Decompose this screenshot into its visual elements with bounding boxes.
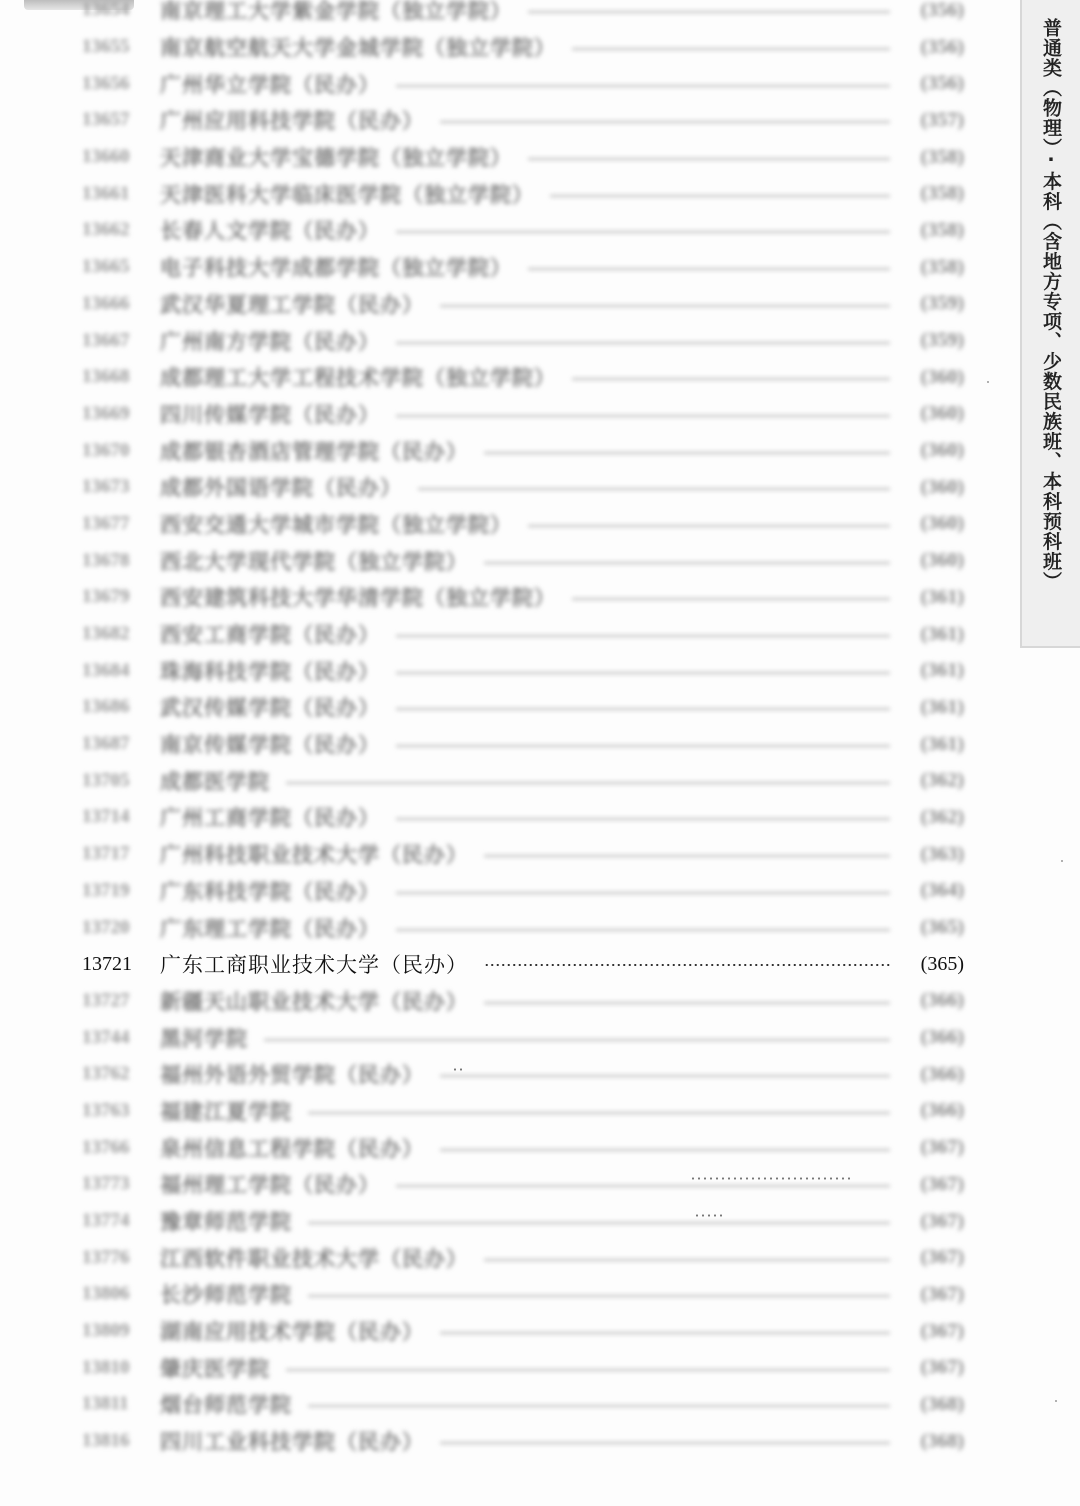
school-code: 13660 [82,146,130,168]
leader-line [528,525,890,527]
toc-entry [82,249,964,286]
toc-entry [82,983,964,1020]
leader-line [528,268,890,270]
toc-entry [82,1093,964,1130]
toc-entry [82,873,964,910]
page-number: (359) [920,329,964,352]
toc-entry [82,432,964,469]
school-name: 四川传媒学院（民办） [160,402,380,427]
school-name: 武汉传媒学院（民办） [160,696,380,721]
toc-entry [82,506,964,543]
paper-speck [1061,860,1063,862]
toc-entry [82,322,964,359]
leader-line [572,378,890,380]
school-code: 13667 [82,329,130,351]
school-name: 成都银杏酒店管理学院（民办） [160,439,468,464]
page-number: (365) [920,952,964,975]
school-code: 13682 [82,623,130,645]
school-name: 烟台师范学院 [160,1393,292,1418]
page-number: (368) [920,1429,964,1452]
school-name: 广东理工学院（民办） [160,916,380,941]
toc-entry [82,689,964,726]
stray-leader-dots [690,1177,850,1180]
toc-entry [82,359,964,396]
school-code: 13811 [82,1393,129,1415]
school-code: 13727 [82,989,130,1011]
page-number: (360) [920,475,964,498]
toc-entry [82,396,964,433]
page-number: (358) [920,145,964,168]
leader-line [484,562,890,564]
page-number: (367) [920,1209,964,1232]
leader-line [396,415,890,417]
page-number: (360) [920,512,964,535]
school-code: 13714 [82,806,130,828]
toc-entry [82,542,964,579]
leader-line [484,452,890,454]
leader-line [484,1259,890,1261]
table-of-contents [82,0,964,1460]
page-number: (361) [920,659,964,682]
leader-line [528,158,890,160]
school-code: 13679 [82,586,130,608]
page-number: (356) [920,0,964,21]
page-number: (367) [920,1282,964,1305]
toc-entry [82,909,964,946]
section-side-tab-label: 普通类（物理）·本科（含地方专项、少数民族班、本科预科班） [1040,18,1062,592]
leader-line [396,672,890,674]
school-code: 13657 [82,109,130,131]
school-name: 新疆天山职业技术大学（民办） [160,989,468,1014]
paper-speck [1055,1400,1057,1402]
page-number: (359) [920,292,964,315]
leader-line [440,1332,890,1334]
page-number: (361) [920,622,964,645]
page-number: (356) [920,35,964,58]
leader-line [396,1185,890,1187]
school-code: 13719 [82,879,130,901]
leader-line [264,1039,890,1041]
page-number: (356) [920,72,964,95]
page-number: (366) [920,1099,964,1122]
school-name: 广东工商职业技术大学（民办） [160,953,468,978]
stray-leader-dots [452,1068,466,1071]
page-number: (360) [920,439,964,462]
school-name: 电子科技大学成都学院（独立学院） [160,256,512,281]
toc-entry [82,762,964,799]
school-name: 湖南应用技术学院（民办） [160,1320,424,1345]
school-code: 13687 [82,733,130,755]
school-code: 13677 [82,512,130,534]
leader-line [572,598,890,600]
leader-line [286,1369,890,1371]
school-name: 珠海科技学院（民办） [160,659,380,684]
toc-entry [82,469,964,506]
school-name: 成都理工大学工程技术学院（独立学院） [160,366,556,391]
leader-line [396,892,890,894]
leader-line [396,342,890,344]
page-number: (367) [920,1319,964,1342]
toc-entry [82,1056,964,1093]
page-number: (357) [920,108,964,131]
leader-line [484,855,890,857]
school-name: 广州南方学院（民办） [160,329,380,354]
page-number: (367) [920,1136,964,1159]
toc-entry [82,0,964,29]
leader-line [528,11,890,13]
school-code: 13661 [82,182,130,204]
page-number: (360) [920,549,964,572]
page-number: (367) [920,1246,964,1269]
school-code: 13654 [82,0,130,21]
toc-entry [82,616,964,653]
toc-entry [82,1203,964,1240]
toc-entry [82,1019,964,1056]
school-name: 豫章师范学院 [160,1210,292,1235]
toc-entry [82,1276,964,1313]
page-number: (367) [920,1356,964,1379]
leader-line [396,231,890,233]
school-code: 13720 [82,916,130,938]
page-number: (362) [920,769,964,792]
leader-line [396,745,890,747]
school-code: 13809 [82,1320,130,1342]
school-code: 13656 [82,72,130,94]
toc-entry [82,175,964,212]
school-name: 广东科技学院（民办） [160,879,380,904]
school-code: 13669 [82,402,130,424]
page-number: (358) [920,255,964,278]
school-code: 13763 [82,1099,130,1121]
school-code: 13721 [82,952,132,975]
page-number: (366) [920,989,964,1012]
page-number: (365) [920,916,964,939]
school-name: 南京传媒学院（民办） [160,733,380,758]
school-code: 13665 [82,256,130,278]
school-name: 江西软件职业技术大学（民办） [160,1246,468,1271]
school-code: 13662 [82,219,130,241]
school-name: 长沙师范学院 [160,1283,292,1308]
page-number: (366) [920,1026,964,1049]
school-name: 广州工商学院（民办） [160,806,380,831]
school-name: 广州应用科技学院（民办） [160,109,424,134]
toc-entry [82,1386,964,1423]
school-code: 13666 [82,292,130,314]
leader-line [440,1075,890,1077]
school-code: 13744 [82,1026,130,1048]
leader-line [396,85,890,87]
school-name: 四川工业科技学院（民办） [160,1430,424,1455]
school-code: 13776 [82,1246,130,1268]
page-number: (361) [920,585,964,608]
page-number: (364) [920,879,964,902]
school-name: 西安交通大学城市学院（独立学院） [160,512,512,537]
leader-line [396,929,890,931]
toc-entry [82,726,964,763]
school-name: 福州外语外贸学院（民办） [160,1063,424,1088]
toc-entry [82,1166,964,1203]
leader-line [484,1002,890,1004]
school-name: 南京航空航天大学金城学院（独立学院） [160,36,556,61]
leader-line [440,305,890,307]
toc-entry [82,102,964,139]
leader-line [308,1112,890,1114]
toc-entry [82,652,964,689]
toc-entry [82,836,964,873]
school-name: 肇庆医学院 [160,1356,270,1381]
page-number: (363) [920,842,964,865]
toc-entry [82,1423,964,1460]
school-name: 武汉华夏理工学院（民办） [160,292,424,317]
toc-entry [82,579,964,616]
page-number: (360) [920,402,964,425]
leader-line [418,488,890,490]
school-code: 13670 [82,439,130,461]
leader-line [440,121,890,123]
toc-entry [82,1349,964,1386]
school-code: 13673 [82,476,130,498]
toc-entry [82,1129,964,1166]
leader-line [396,818,890,820]
leader-line [484,963,890,967]
leader-line [308,1405,890,1407]
leader-line [286,782,890,784]
school-code: 13668 [82,366,130,388]
school-name: 西北大学现代学院（独立学院） [160,549,468,574]
leader-line [396,635,890,637]
page-number: (361) [920,695,964,718]
leader-line [440,1149,890,1151]
school-name: 成都外国语学院（民办） [160,476,402,501]
school-name: 泉州信息工程学院（民办） [160,1136,424,1161]
school-code: 13684 [82,659,130,681]
toc-entry [82,212,964,249]
toc-entry [82,1239,964,1276]
school-code: 13773 [82,1173,130,1195]
school-name: 广州科技职业技术大学（民办） [160,843,468,868]
page-number: (368) [920,1392,964,1415]
toc-entry [82,946,964,983]
school-code: 13766 [82,1136,130,1158]
toc-entry [82,29,964,66]
school-code: 13686 [82,696,130,718]
school-code: 13810 [82,1356,130,1378]
school-code: 13705 [82,769,130,791]
school-code: 13762 [82,1063,130,1085]
school-name: 南京理工大学紫金学院（独立学院） [160,0,512,24]
page-number: (360) [920,365,964,388]
school-code: 13678 [82,549,130,571]
school-name: 黑河学院 [160,1026,248,1051]
leader-line [440,1442,890,1444]
leader-line [308,1295,890,1297]
school-code: 13655 [82,36,130,58]
school-name: 天津医科大学临床医学院（独立学院） [160,182,534,207]
toc-entry [82,286,964,323]
school-code: 13816 [82,1430,130,1452]
page-number: (358) [920,218,964,241]
page-number: (361) [920,732,964,755]
section-side-tab [1020,0,1080,648]
leader-line [572,48,890,50]
paper-speck [987,381,989,383]
leader-line [396,708,890,710]
school-name: 成都医学院 [160,769,270,794]
toc-entry [82,139,964,176]
school-code: 13806 [82,1283,130,1305]
page-number: (358) [920,182,964,205]
leader-line [550,195,890,197]
school-name: 西安工商学院（民办） [160,623,380,648]
page-number: (366) [920,1062,964,1085]
school-name: 西安建筑科技大学华清学院（独立学院） [160,586,556,611]
toc-entry [82,65,964,102]
toc-entry [82,799,964,836]
school-code: 13774 [82,1210,130,1232]
school-name: 长春人文学院（民办） [160,219,380,244]
page-number: (367) [920,1172,964,1195]
toc-entry [82,1313,964,1350]
stray-leader-dots [694,1214,724,1217]
school-name: 天津商业大学宝德学院（独立学院） [160,146,512,171]
leader-line [308,1222,890,1224]
school-code: 13717 [82,843,130,865]
page-number: (362) [920,805,964,828]
school-name: 福州理工学院（民办） [160,1173,380,1198]
school-name: 广州华立学院（民办） [160,72,380,97]
school-name: 福建江夏学院 [160,1099,292,1124]
